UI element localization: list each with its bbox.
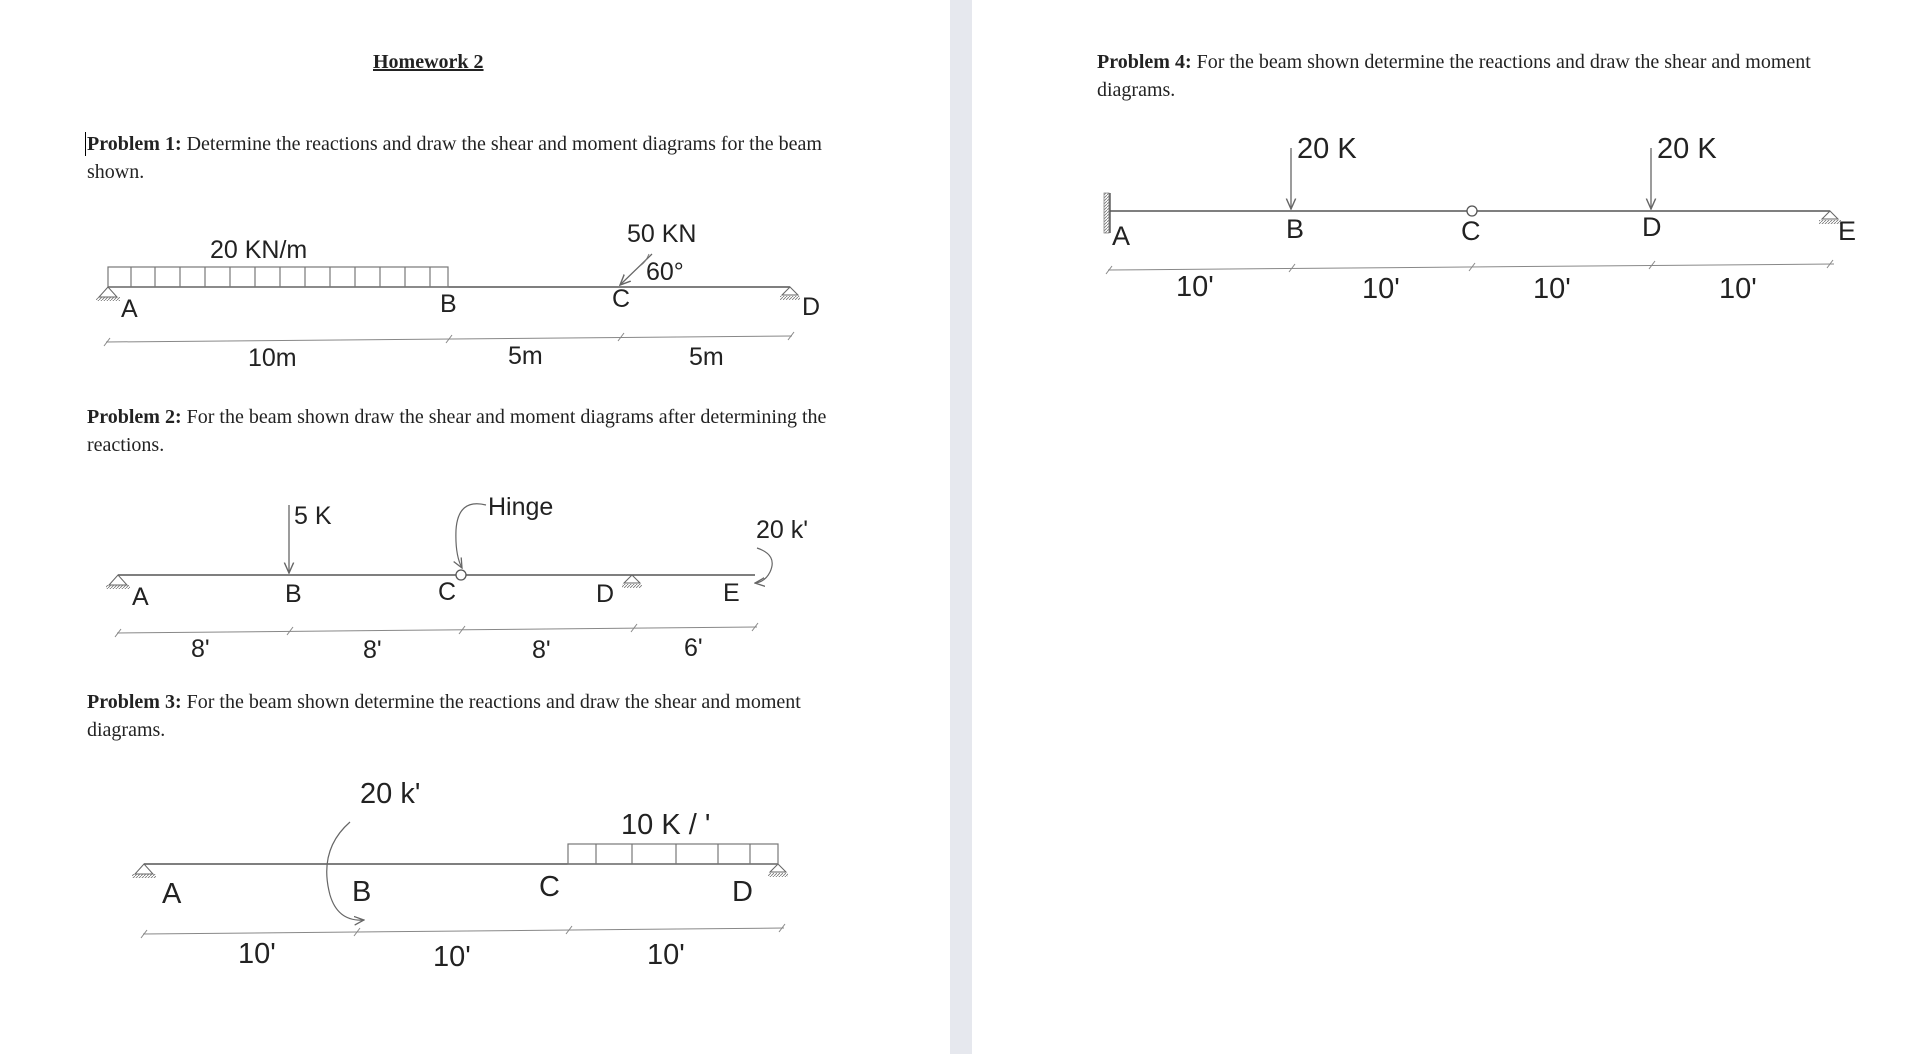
p2-span-4: 6' bbox=[684, 634, 703, 662]
problem-4-label: Problem 4: bbox=[1097, 51, 1192, 73]
p1-point-d: D bbox=[802, 293, 821, 321]
p2-dimension-line bbox=[115, 623, 758, 637]
p2-hinge-symbol bbox=[456, 570, 466, 580]
p2-point-a: A bbox=[132, 583, 149, 611]
p3-point-a: A bbox=[162, 878, 182, 910]
p2-support-a bbox=[106, 575, 130, 589]
p1-span-2: 5m bbox=[508, 342, 543, 370]
p3-point-c: C bbox=[539, 871, 560, 903]
problem-1-body: Determine the reactions and draw the shear and moment diagrams for the beam shown. bbox=[87, 133, 822, 183]
p2-span-2: 8' bbox=[363, 636, 382, 664]
p4-point-d: D bbox=[1642, 212, 1662, 242]
p2-moment-label: 20 k' bbox=[756, 516, 809, 544]
p4-load-b-label: 20 K bbox=[1297, 133, 1357, 165]
p2-hinge-label: Hinge bbox=[488, 493, 554, 521]
problem-1-label: Problem 1: bbox=[87, 133, 182, 155]
problem-2-body: For the beam shown draw the shear and moment diagrams after determining the reactions. bbox=[87, 406, 827, 456]
p2-point-b: B bbox=[285, 580, 302, 608]
p1-support-d bbox=[780, 287, 800, 300]
p1-support-a bbox=[96, 287, 120, 301]
p3-dimension-line bbox=[141, 924, 785, 938]
p2-span-1: 8' bbox=[191, 635, 210, 663]
p3-span-3: 10' bbox=[647, 939, 685, 971]
p1-distributed-load bbox=[108, 267, 448, 287]
p1-point-c: C bbox=[612, 285, 631, 313]
p1-point-b: B bbox=[440, 290, 457, 318]
p3-moment-label: 20 k' bbox=[360, 778, 421, 810]
p1-point-load-label: 50 KN bbox=[627, 220, 697, 248]
p1-point-a: A bbox=[121, 295, 138, 323]
p1-span-3: 5m bbox=[689, 343, 724, 371]
p4-point-c: C bbox=[1461, 216, 1481, 246]
p1-dist-load-label: 20 KN/m bbox=[210, 236, 308, 264]
p3-point-d: D bbox=[732, 876, 753, 908]
p2-span-3: 8' bbox=[532, 636, 551, 664]
p3-point-b: B bbox=[352, 876, 372, 908]
p1-span-1: 10m bbox=[248, 344, 297, 372]
problem-3-figure bbox=[132, 778, 788, 973]
p2-point-c: C bbox=[438, 578, 457, 606]
p3-dist-load-label: 10 K / ' bbox=[621, 809, 711, 841]
p4-fixed-support-a bbox=[1104, 193, 1110, 233]
page-title: Homework 2 bbox=[373, 51, 484, 73]
p4-point-a: A bbox=[1112, 221, 1131, 251]
problem-1-figure bbox=[96, 220, 820, 372]
p2-support-d bbox=[622, 575, 642, 588]
p4-span-4: 10' bbox=[1719, 273, 1757, 305]
p4-point-b: B bbox=[1286, 214, 1305, 244]
p2-point-d: D bbox=[596, 580, 615, 608]
p3-distributed-load bbox=[568, 844, 778, 864]
p3-span-1: 10' bbox=[238, 938, 276, 970]
problem-2-figure bbox=[106, 493, 808, 664]
p4-span-1: 10' bbox=[1176, 271, 1214, 303]
p4-span-2: 10' bbox=[1362, 273, 1400, 305]
p3-support-a bbox=[132, 864, 156, 878]
problem-4-body: For the beam shown determine the reactions and draw the shear and moment diagrams. bbox=[1097, 51, 1811, 101]
p4-hinge-c bbox=[1467, 206, 1477, 216]
p4-span-3: 10' bbox=[1533, 273, 1571, 305]
p2-point-load-label: 5 K bbox=[294, 502, 332, 530]
p4-load-d-label: 20 K bbox=[1657, 133, 1717, 165]
problem-4-figure bbox=[1104, 133, 1856, 305]
p3-support-d bbox=[768, 864, 788, 877]
p1-angle-label: 60° bbox=[646, 258, 684, 286]
problem-3-label: Problem 3: bbox=[87, 691, 182, 713]
p3-span-2: 10' bbox=[433, 941, 471, 973]
p4-dimension-line bbox=[1106, 260, 1834, 274]
p2-hinge-pointer bbox=[456, 504, 486, 568]
problem-2-label: Problem 2: bbox=[87, 406, 182, 428]
p2-point-e: E bbox=[723, 579, 740, 607]
p4-point-e: E bbox=[1838, 216, 1857, 246]
problem-3-body: For the beam shown determine the reactions and draw the shear and moment diagrams. bbox=[87, 691, 801, 741]
p2-moment-arrow bbox=[755, 548, 772, 583]
